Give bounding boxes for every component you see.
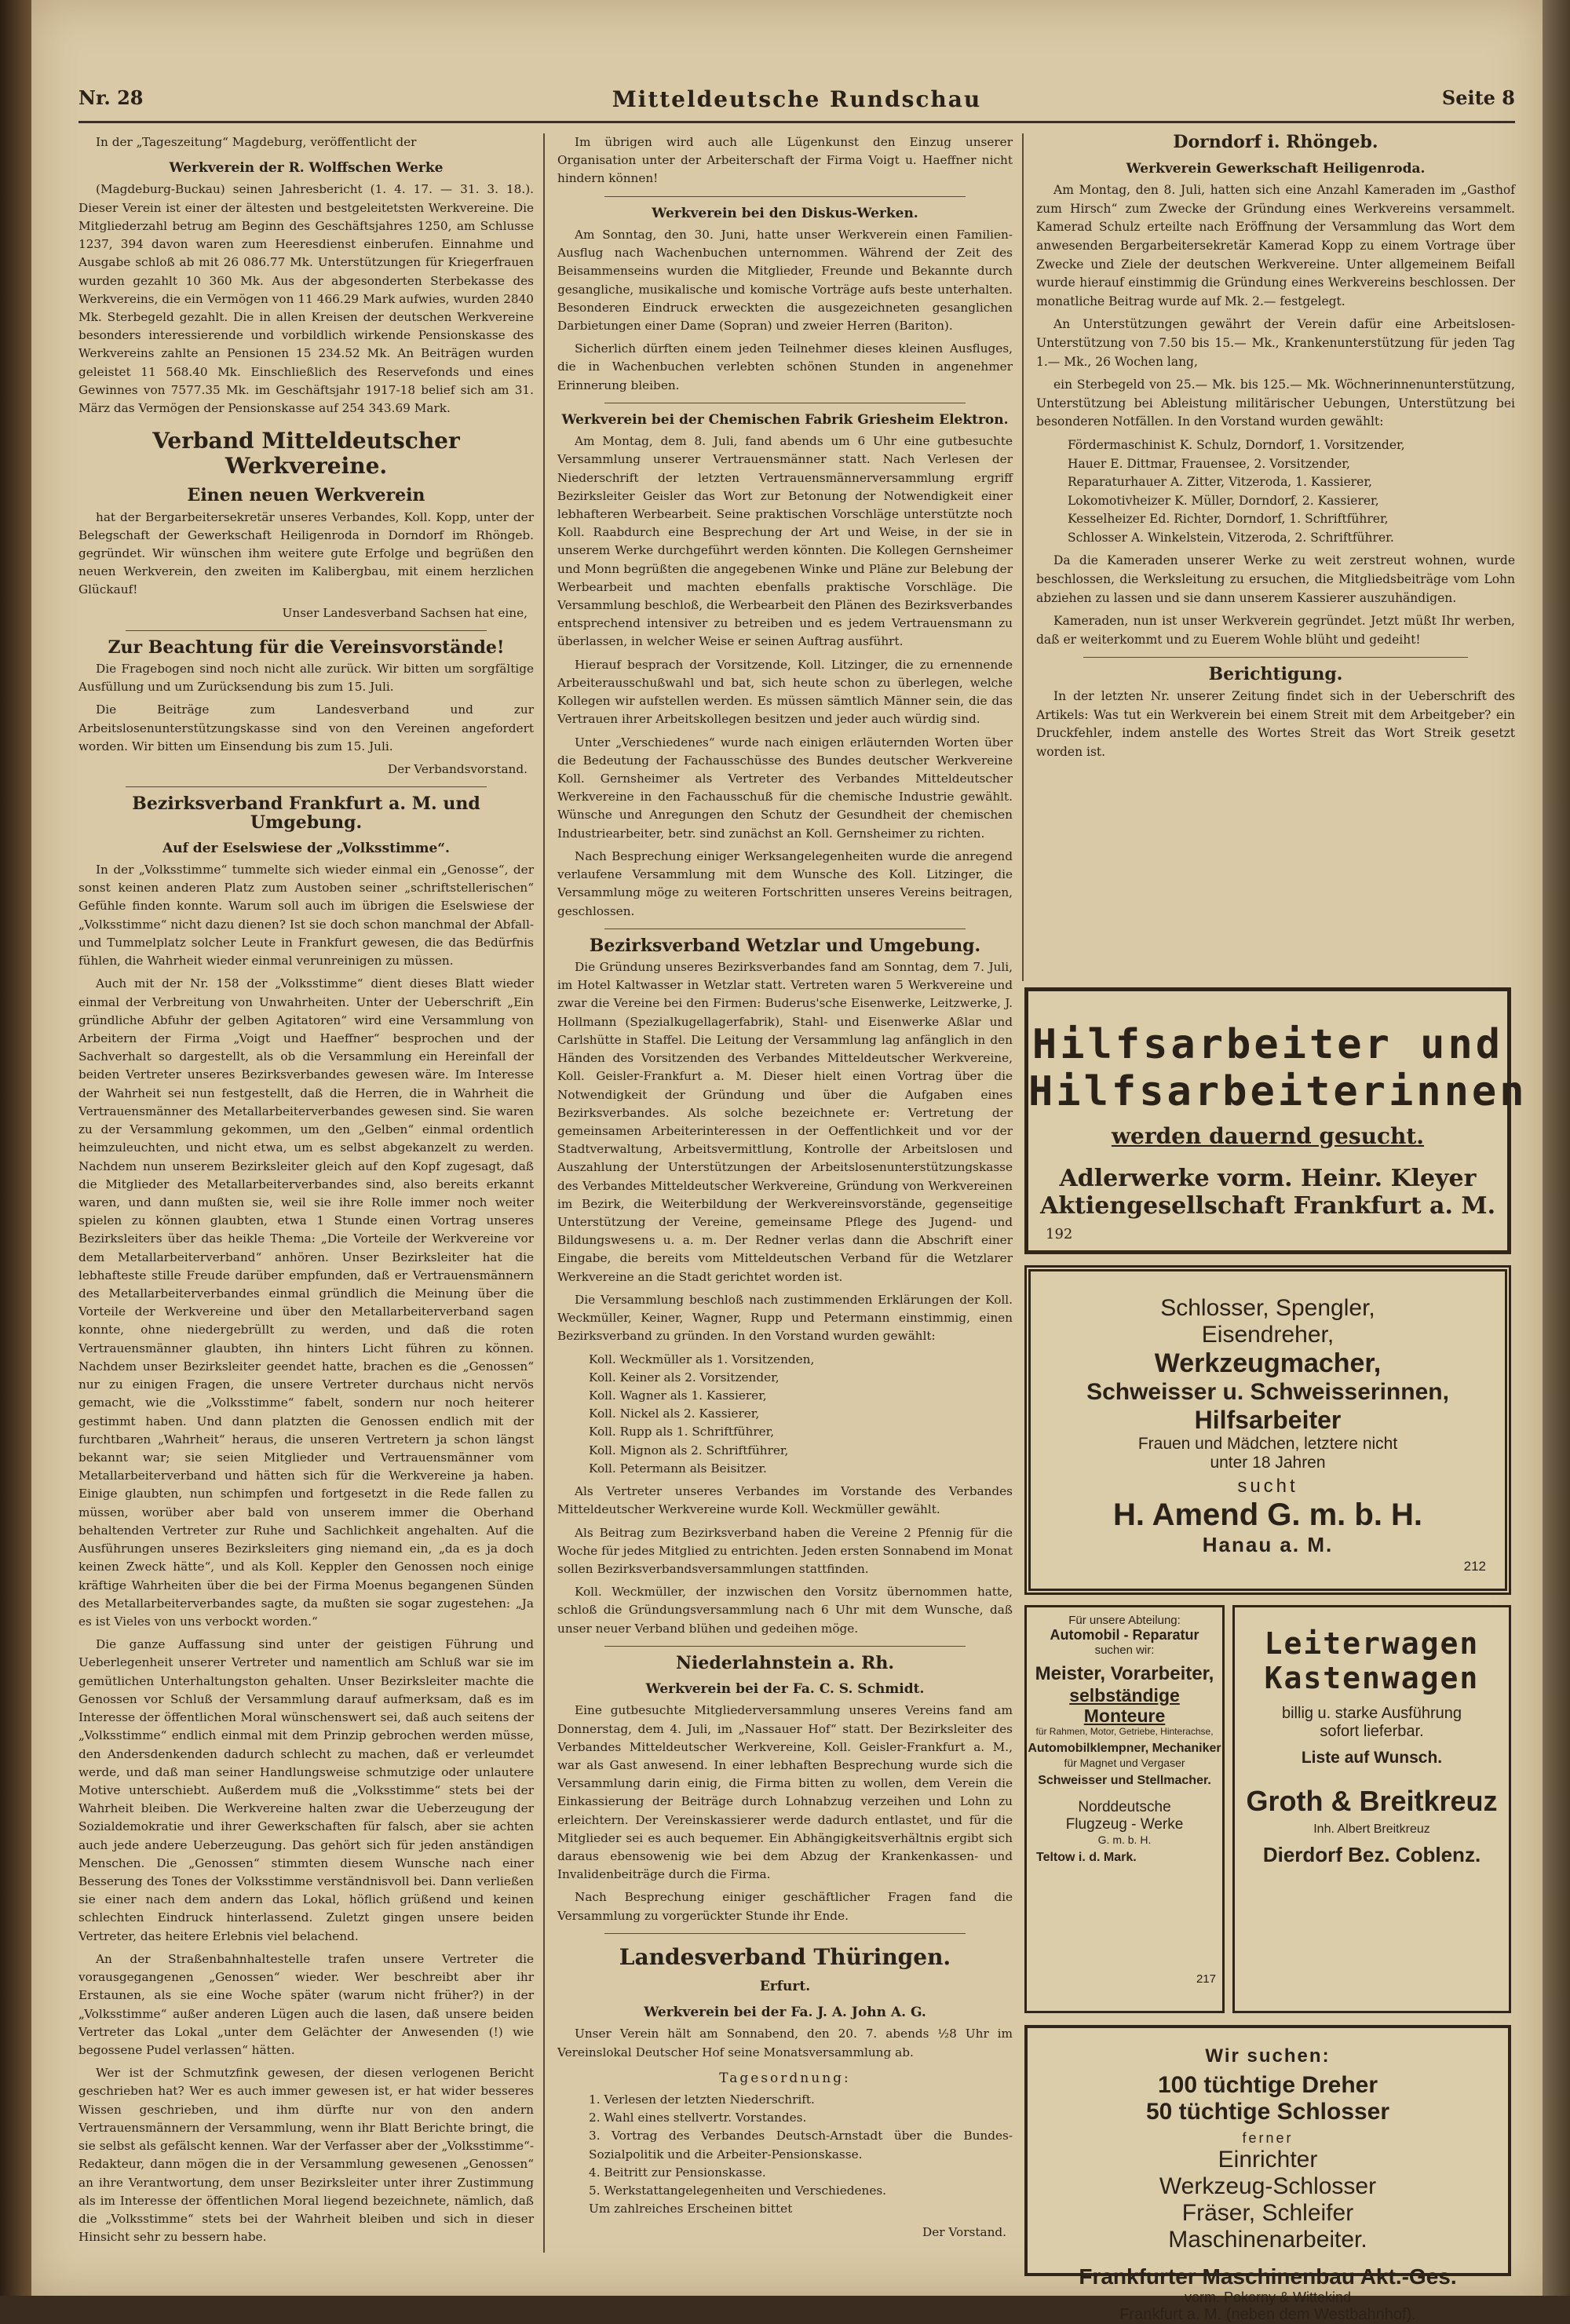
newspaper-page xyxy=(31,0,1543,2323)
advertisement-flugzeugwerke xyxy=(1024,1605,1225,2013)
section-heading: Landesverband Thüringen. xyxy=(619,1943,951,1970)
article-text: Eine gutbesuchte Mitgliederversammlung unseres Vereins fand am Donnerstag, dem 4. Juli, im „Nassauer Hof“ statt. Der Bezirksleiter des Verbandes Mitteldeutscher Werkvereine, Koll. Geisler-Frankfurt a. M., war als Gast anwesend. In einer lebhaften Besprechung wurde sich die Versammlung darin einig, die Firma bitten zu wollen, dem Verein die Einkassierung der Beiträge durch Lohnabzug verzeihen und Lohn zu erleichtern. Der Vereinskassierer werde dadurch entlastet, und für die Mitglieder sei es auch bequemer. Ein Abhängigkeitsverhältnis ergibt sich daraus ebensowenig wie bei dem Abzug der Krankenkassen- und Invalidenbeiträge durch die Firma. xyxy=(557,1703,1013,1882)
ad-city: Dierdorf Bez. Coblenz. xyxy=(1262,1843,1481,1866)
ad-line: Liste auf Wunsch. xyxy=(1301,1749,1443,1767)
list-item: 4. Beitritt zur Pensionskasse. xyxy=(589,2165,766,2180)
correction-heading: Berichtigung. xyxy=(1208,664,1343,685)
column-rule xyxy=(543,133,545,2253)
ad-line: vorm. Pokorny & Wittekind xyxy=(1184,2289,1352,2305)
ad-number: 217 xyxy=(1196,1972,1216,1986)
page-number: Seite 8 xyxy=(1441,86,1515,109)
article-text: Koll. Weckmüller, der inzwischen den Vorsitz übernommen hatte, schloß die Gründungsversammlung nach 6 Uhr mit dem Wunsche, daß unser neuer Verband blühen und gedeihen möge. xyxy=(557,1585,1013,1636)
ad-subline: werden dauernd gesucht. xyxy=(1111,1123,1425,1149)
list-item: 2. Wahl eines stellvertr. Vorstandes. xyxy=(589,2111,807,2125)
divider xyxy=(126,786,487,787)
ad-line: Schweisser u. Schweisserinnen, xyxy=(1086,1379,1449,1405)
list-item: Koll. Rupp als 1. Schriftführer, xyxy=(589,1425,775,1439)
ad-city: Teltow i. d. Mark. xyxy=(1036,1851,1137,1865)
ad-line: Einrichter xyxy=(1218,2147,1318,2173)
board-list xyxy=(589,1351,1013,1479)
article-heading: Werkverein bei den Diskus-Werken. xyxy=(652,205,918,221)
ad-line: Für unsere Abteilung: xyxy=(1068,1614,1181,1627)
article-text: Am Sonntag, den 30. Juni, hatte unser Werkverein einen Familien-Ausflug nach Wachenbuchen unternommen. Während der Zeit des Beisammenseins wurden die Mitglieder, Freunde und Bekannte durch gesangliche, musikalische und komische Vorträge aufs beste unterhalten. Besonderen Eindruck erweckten die ausgezeichneten gesanglichen Darbietungen einer Dame (Sopran) und zweier Herren (Bariton). xyxy=(557,227,1013,333)
ad-line: 50 tüchtige Schlosser xyxy=(1145,2099,1390,2125)
article-heading: Einen neuen Werkverein xyxy=(187,485,425,506)
agenda-heading: Tagesordnung: xyxy=(719,2070,851,2086)
book-spine xyxy=(1543,0,1570,2296)
article-text: ein Sterbegeld von 25.— Mk. bis 125.— Mk. Wöchnerinnenunterstützung, Unterstützung bei Ableistung militärischer Uebungen, Unterstützung bei besonderen Notfällen. In den Vorstand wurden gewählt: xyxy=(1036,378,1515,429)
ad-line: Schlosser, Spengler, xyxy=(1160,1295,1375,1321)
signature: Der Vorstand. xyxy=(922,2224,1006,2239)
advertisement-adlerwerke xyxy=(1024,987,1528,1254)
divider xyxy=(604,196,966,197)
article-text: Unter „Verschiedenes“ wurde nach einigen erläuternden Worten über die Bedeutung der Fachausschüsse des Bundes deutscher Werkvereine Koll. Gernsheimer als Vertreter des Verbandes Mitteldeutscher Werkvereine in den Fachausschuß für die chemische Industrie gewählt. Wünsche und Anregungen den Schutz der Gesundheit der chemischen Industriearbeiter, betr. sind zunächst an Koll. Gernsheimer zu richten. xyxy=(557,735,1013,841)
ad-line: Werkzeug-Schlosser xyxy=(1159,2173,1377,2199)
signature: Unser Landesverband Sachsen hat eine, xyxy=(282,605,528,620)
ad-line: ferner xyxy=(1242,2130,1294,2146)
notice-heading: Zur Beachtung für die Vereinsvorstände! xyxy=(108,637,505,658)
notice-text: Die Beiträge zum Landesverband und zur Arbeitslosenunterstützungskasse sind von den Vereinen angefordert worden. Wir bitten um Einsendung bis zum 15. Juli. xyxy=(78,702,534,753)
ad-line: selbständige Monteure xyxy=(1069,1684,1180,1727)
section-heading: Niederlahnstein a. Rh. xyxy=(675,1652,895,1673)
book-gutter xyxy=(0,0,31,2296)
column-2 xyxy=(557,133,1013,2248)
article-text: Die Gründung unseres Bezirksverbandes fand am Sonntag, dem 7. Juli, im Hotel Kaltwasser in Wetzlar statt. Vertreten waren 5 Werkvereine und zwar die Vereine bei den Firmen: Buderus'sche Eisenwerke, Leitzwerke, J. Hollmann (Spezialkugellagerfabrik), Stahl- und Eisenwerke Aßlar und Carlshütte in Staffel. Die Leitung der Versammlung lag anfänglich in den Händen des Vorsitzenden des Verbandes Mitteldeutscher Werkvereine, Koll. Geisler-Frankfurt a. M. Dieser hielt einen Vortrag über die Notwendigkeit der Gründung und über die Aufgaben eines Bezirksverbandes. Als solche bezeichnete er: Vertretung der gemeinsamen Arbeiterinteressen in der Oeffentlichkeit und vor der Stadtverwaltung, Arbeitsvermittlung, Kontrolle der Arbeitslosen und Auszahlung der Unterstützungen der Arbeitslosenunterstützungskasse des Verbandes Mitteldeutscher Werkvereine, Gründung von Werkvereinen im Bezirk, die Weiterbildung der Werkvereinsvorstände, gegenseitige Unterstützung der Vereine, gemeinsame Pflege des Jugend- und Bildungswesens u. a. m. Der Redner verlas dann die Abschrift einer Eingabe, die bereits vom Mitteldeutschen Verband für die Wetzlarer Werkvereine an die Stadt gerichtet worden ist. xyxy=(557,959,1013,1284)
column-rule xyxy=(1022,133,1024,981)
list-item: Koll. Weckmüller als 1. Vorsitzenden, xyxy=(589,1352,815,1366)
ad-company: Norddeutsche xyxy=(1078,1799,1171,1816)
ad-company: Groth & Breitkreuz xyxy=(1246,1785,1498,1817)
article-heading: Werkverein bei der Chemischen Fabrik Griesheim Elektron. xyxy=(561,411,1009,428)
list-item: Fördermaschinist K. Schulz, Dorndorf, 1. Vorsitzender, xyxy=(1068,437,1405,452)
ad-headline: Hilfsarbeiter und xyxy=(1031,1021,1504,1068)
ad-company: Adlerwerke vorm. Heinr. Kleyer xyxy=(1059,1165,1477,1192)
section-heading: Bezirksverband Frankfurt a. M. und Umgebung. xyxy=(132,794,480,833)
divider xyxy=(1083,657,1468,658)
article-heading: Werkverein der R. Wolffschen Werke xyxy=(169,160,444,177)
article-text: Nach Besprechung einiger Werksangelegenheiten wurde die anregend verlaufene Versammlung mit dem Wunsche des Koll. Litzinger, die Versammlung möge zu weiteren Fortschritten unseres Vereins beitragen, geschlossen. xyxy=(557,848,1013,918)
agenda-list xyxy=(589,2091,1013,2219)
ad-line: für Magnet und Vergaser xyxy=(1064,1756,1185,1769)
page-header xyxy=(78,86,1515,123)
section-heading: Dorndorf i. Rhöngeb. xyxy=(1173,132,1378,152)
list-item: Koll. Mignon als 2. Schriftführer, xyxy=(589,1443,789,1458)
ad-line: Schweisser und Stellmacher. xyxy=(1038,1773,1211,1787)
masthead-title: Mitteldeutsche Rundschau xyxy=(612,86,982,112)
article-text: Am Montag, den 8. Juli, hatten sich eine Anzahl Kameraden im „Gasthof zum Hirsch“ zum Zwecke der Gründung eines Werkvereins versammelt. Kamerad Schulz erteilte nach Eröffnung der Versammlung das Wort dem anwesenden Bergarbeitersekretär Kamerad Kopp zu einem Vortrage über Zwecke und Ziele der deutschen Werkvereine. Unter allgemeinem Beifall wurde hierauf einstimmig die Gründung eines Werkvereins beschlossen. Der monatliche Beitrag wurde auf Mk. 2.— festgelegt. xyxy=(1036,183,1515,308)
ad-headline: Hilfsarbeiterinnen xyxy=(1028,1068,1528,1115)
ad-line: sofort lieferbar. xyxy=(1320,1723,1424,1740)
ad-company: H. Amend G. m. b. H. xyxy=(1112,1498,1423,1532)
article-text: Nach Besprechung einiger geschäftlicher Fragen fand die Versammlung zu vorgerückter Stunde ihr Ende. xyxy=(557,1890,1013,1923)
ad-line: Automobil - Reparatur xyxy=(1050,1627,1199,1644)
ad-city: Hanau a. M. xyxy=(1202,1533,1334,1556)
article-heading: Werkverein Gewerkschaft Heiligenroda. xyxy=(1126,160,1426,177)
article-text: Hierauf besprach der Vorsitzende, Koll. Litzinger, die zu ernennende Arbeiterausschußwahl und bat, sich heute schon zu überlegen, welche Kollegen wir aufstellen werden. Es müssen sämtlich Männer sein, die das Vertrauen ihrer Arbeitskollegen besitzen und jeder auch würdig sind. xyxy=(557,657,1013,727)
list-item: Kesselheizer Ed. Richter, Dorndorf, 1. Schriftführer, xyxy=(1068,512,1389,527)
signature: Der Verbandsvorstand. xyxy=(387,762,528,777)
article-heading: Werkverein bei der Fa. C. S. Schmidt. xyxy=(645,1681,925,1698)
ad-line: suchen wir: xyxy=(1094,1643,1155,1657)
list-item: 5. Werkstattangelegenheiten und Verschiedenes. xyxy=(589,2184,887,2198)
ad-line: unter 18 Jahren xyxy=(1210,1454,1326,1472)
article-text: Die ganze Auffassung sind unter der geistigen Führung und Ueberlegenheit unserer Vertreter und namentlich am Schluß war sie im gemütlichen Unterhaltungston gehalten. Unser Bezirksleiter machte die Genossen vor Schluß der Versammlung darauf aufmerksam, daß es im Interesse der öffentlichen Moral wünschenswert sei, daß auch seitens der „Volksstimme“ endlich einmal mit dem Prinzip gebrochen werden müsse, den Andersdenkenden dadurch schlecht zu machen, daß er verleumdet werde, und daß man seiner Handlungsweise schmutzige oder unlautere Motive unterschiebt. Außerdem muß die „Volksstimme“ stets bei der Wahrheit bleiben. Die Werkvereine halten zwar die Ueberzeugung der Sozialdemokratie und ihrer Gewerkschaften für falsch, aber sie achten auch jede andere Ueberzeugung. Das gehört sich für jeden anständigen Menschen. Die „Genossen“ stimmten diesem Wunsche nach einer Besserung des Tones der Volksstimme verständnisvoll bei. Dann verließen sie einer nach dem andern das Lokal, höflich grüßend und keinen schlechten Eindruck hinterlassend. Zuletzt gingen unsere beiden Vertreter, das heitere Erlebnis viel belachend. xyxy=(78,1637,534,1943)
ad-line: Eisendreher, xyxy=(1201,1322,1334,1348)
article-text: Am Montag, dem 8. Juli, fand abends um 6 Uhr eine gutbesuchte Versammlung unserer Vertrauensmänner statt. Nach Verlesen der Niederschrift der letzten Vertrauensmännerversammlung ergriff Bezirksleiter Geisler das Wort zur Betonung der Notwendigkeit einer lebhafteren Werbearbeit. Seine praktischen Vorschläge unterstützte noch Koll. Raabdurch eine Besprechung der Art und Weise, in der sie in unserem Werke durchgeführt werden könnten. Die Kollegen Gernsheimer und Monn begrüßten die angegebenen Winke und Pläne zur Belebung der Werbearbeit und machten ebenfalls praktische Vorschläge. Die Versammlung beschloß, die Werbearbeit den Plänen des Bezirksverbandes entsprechend intensiver zu betreiben und es jedem Vertrauensmann zu überlassen, in welcher Weise er seinen Auftrag ausführt. xyxy=(557,434,1013,649)
list-item: Koll. Nickel als 2. Kassierer, xyxy=(589,1406,760,1421)
article-text: In der „Volksstimme“ tummelte sich wieder einmal ein „Genosse“, der sonst keinen anderen Platz zum Austoben seiner „schriftstellerischen“ Gefühle finden konnte. Warum soll auch im übrigen die Eselswiese der „Volksstimme“ nicht dazu dienen? Ist sie doch schon manchmal der Abfall- und Tummelplatz solcher Leute in Frankfurt gewesen, die das Bedürfnis fühlen, die Wahrheit wieder einmal verunreinigen zu müssen. xyxy=(78,863,534,969)
ad-number: 192 xyxy=(1046,1226,1073,1242)
city-heading: Erfurt. xyxy=(759,1978,811,1994)
article-text: An der Straßenbahnhaltestelle trafen unsere Vertreter die vorausgegangenen „Genossen“ wieder. Wer beschreibt aber ihr Erstaunen, als sie eine Woche später (warum nicht früher?) in der „Volksstimme“ außer anderen Lügen auch die lasen, daß unsere beiden Vertreter das Lokal „unter dem Gelächter der Anwesenden (!) wie begossene Pudel verlassen“ hätten. xyxy=(78,1951,534,2057)
article-text: Die Versammlung beschloß nach zustimmenden Erklärungen der Koll. Weckmüller, Keiner, Wagner, Rupp und Petermann einstimmig, einen Bezirksverband zu gründen. In den Vorstand wurden gewählt: xyxy=(557,1292,1013,1344)
ad-headline: Kastenwagen xyxy=(1264,1661,1480,1695)
article-text: Unser Verein hält am Sonnabend, den 20. 7. abends ½8 Uhr im Vereinslokal Deutscher Hof seine Monatsversammlung ab. xyxy=(557,2027,1013,2059)
article-heading: Auf der Eselswiese der „Volksstimme“. xyxy=(162,840,450,856)
advertisement-groth-breitkreuz xyxy=(1232,1605,1511,2013)
ad-owner: Inh. Albert Breitkreuz xyxy=(1313,1822,1430,1836)
ad-headline: Wir suchen: xyxy=(1205,2045,1331,2067)
article-text: Da die Kameraden unserer Werke zu weit zerstreut wohnen, wurde beschlossen, die Werksleitung zu ersuchen, die Mitgliedsbeiträge vom Lohn abziehen zu lassen und sie dann unserem Kassierer auszuhändigen. xyxy=(1036,553,1515,605)
list-item: Reparaturhauer A. Zitter, Vitzeroda, 1. Kassierer, xyxy=(1068,475,1372,490)
ad-line: Automobilklempner, Mechaniker xyxy=(1028,1742,1221,1756)
list-item: Hauer E. Dittmar, Frauensee, 2. Vorsitzender, xyxy=(1068,456,1350,471)
article-text: (Magdeburg-Buckau) seinen Jahresbericht (1. 4. 17. — 31. 3. 18.). Dieser Verein ist einer der ältesten und bestgeleitetsten Werkvereine. Die Mitgliederzahl betrug am Beginn des Geschäftsjahres 1250, am Schlusse 1237, 394 davon waren zum Heeresdienst einberufen. Einnahme und Ausgabe schloß ab mit 26 086.77 Mk. Unterstützungen für Kriegerfrauen wurden gezahlt 10 360 Mk. Aus der abgesonderten Sterbekasse des Werkvereins, die ein Vermögen von 11 466.29 Mark aufwies, wurden 2840 Mk. Sterbegeld gezahlt. Die in allen Kreisen der deutschen Werkvereine besonders interessierende und vorbildlich wirkende Pensionskasse des Werkvereins zahlte an Pensionen 15 234.52 Mk. An Beiträgen wurden geleistet 11 568.40 Mk. Einschließlich des Reservefonds und eines Gewinnes von 7577.35 Mk. im Geschäftsjahr 1917-18 belief sich am 31. März das Vermögen der Pensionskasse auf 254 343.69 Mark. xyxy=(78,182,534,416)
ad-company: Flugzeug - Werke xyxy=(1065,1816,1184,1833)
ad-line: Hilfsarbeiter xyxy=(1194,1406,1342,1434)
divider xyxy=(604,1646,966,1647)
article-intro: In der „Tageszeitung“ Magdeburg, veröffentlicht der xyxy=(96,135,417,149)
notice-text: Die Fragebogen sind noch nicht alle zurück. Wir bitten um sorgfältige Ausfüllung und um Zurücksendung bis zum 15. Juli. xyxy=(78,662,534,695)
article-text: Auch mit der Nr. 158 der „Volksstimme“ dient dieses Blatt wieder einmal der Verbreitung von Unwahrheiten. Unter der Ueberschrift „Ein gründliche Abfuhr der gelben Agitatoren“ wird eine Versammlung von Arbeitern der Firma „Voigt und Haeffner“ besprochen und der Sachverhalt so dargestellt, als ob die Versammlung ein Hereinfall der beiden Vertreter unseres Bezirksverbandes gewesen wäre. Im Interesse der Wahrheit sei nun festgestellt, daß die Herren, die in Wahrheit die Vertrauensmänner des Metallarbeiterverbandes gewesen sind. Sie waren zu der Versammlung gekommen, um den „Gelben“ einmal ordentlich heimzuleuchten, und nicht etwa, um es selbst abgekanzelt zu werden. Nachdem nun unserem Bezirksleiter gleich auf den Kopf zugesagt, daß die Mitglieder des Metallarbeiterverbandes sind, also bereits erkannt waren, und dann mußten sie, weil sie ihre Rolle immer noch weiter spielen zu können glaubten, etwa 1 Stunde einen Vortrag unseres Bezirksleiters über das heikle Thema: „Die Vorteile der Werkvereine vor dem Metallarbeiterverband“ anhören. Unser Bezirksleiter hat die lebhafteste stille Freude darüber empfunden, daß er Vertrauensmännern des Metallarbeiterverbandes einmal gründlich die Meinung über die Vorteile der Werkvereine und über den Metallarbeiterverband sagen konnte, ohne niedergebrüllt zu werden, und daß die roten Vertrauensmänner glaubten, ihn hinters Licht führen zu können. Nachdem unser Bezirksleiter geendet hatte, brachen es die „Genossen“ nur zu einigen Fragen, die unsere Vertreter durchaus nicht nervös gemacht, wie die „Volksstimme“ fabelt, sondern nur noch heiterer gestimmt haben. Und dann platzten die Genossen endlich mit der furchtbaren „Wahrheit“ heraus, die unseren Vertretern ja schon längst bekannt war; sie seien Mitglieder und Vertrauensmänner vom Metallarbeiterverband und hätten sich für die Werkvereine ja haben. Einige glaubten, nun schimpfen und fortgesetzt in die Rede fallen zu müssen, worüber aber bald von unserem immer die Oberhand behaltenden Vertreter zur Ruhe und Sachlichkeit angehalten. Auf die Ausführungen unseres Bezirksleiters ging niemand ein, „da es ja doch keinen Zweck hätte“, und als Koll. Keppler den Genossen noch einige kräftige Wahrheiten über die bei der Firma Moenus begangenen Sünden des Metallarbeiterverbandes sagte, da mußten sie sogar zugestehen: „Ja es ist Vieles von uns verbockt worden.“ xyxy=(78,976,534,1629)
advertisement-frankfurter-maschinenbau xyxy=(1024,2025,1511,2323)
advertisement-amend xyxy=(1024,1265,1511,1595)
section-heading: Verband Mitteldeutscher Werkvereine. xyxy=(152,428,460,480)
divider xyxy=(126,630,487,631)
list-item: Schlosser A. Winkelstein, Vitzeroda, 2. Schriftführer. xyxy=(1068,530,1394,545)
ad-line: 100 tüchtige Dreher xyxy=(1157,2072,1378,2098)
ad-company: Frankfurter Maschinenbau Akt.-Ges. xyxy=(1079,2264,1457,2289)
article-heading: Werkverein bei der Fa. J. A. John A. G. xyxy=(644,2005,926,2021)
list-item: Koll. Petermann als Beisitzer. xyxy=(589,1461,767,1476)
section-heading: Bezirksverband Wetzlar und Umgebung. xyxy=(589,935,981,956)
list-item: Um zahlreiches Erscheinen bittet xyxy=(589,2202,793,2216)
list-item: Lokomotivheizer K. Müller, Dorndorf, 2. Kassierer, xyxy=(1068,493,1379,508)
article-text: hat der Bergarbeitersekretär unseres Verbandes, Koll. Kopp, unter der Belegschaft der Gewerkschaft Heiligenroda in Dorndorf im Rhöngeb. gegründet. Wir wünschen ihm weitere gute Erfolge und begrüßen den neuen Werkverein, den zweiten im Kalibergbau, mit einem herzlichen Glückauf! xyxy=(78,509,534,597)
board-list xyxy=(1068,436,1515,548)
ad-line: Werkzeugmacher, xyxy=(1154,1348,1382,1378)
column-3 xyxy=(1036,133,1515,766)
article-text: Als Beitrag zum Bezirksverband haben die Vereine 2 Pfennig für die Woche für jedes Mitglied zu entrichten. Jeden ersten Sonnabend im Monat sollen Bezirksverbandsversammlungen stattfinden. xyxy=(557,1525,1013,1576)
ad-line: Fräser, Schleifer xyxy=(1181,2200,1354,2226)
column-1 xyxy=(78,133,534,2251)
article-text: Wer ist der Schmutzfink gewesen, der diesen verlogenen Bericht geschrieben hat? Wer es auch immer gewesen ist, er hat wider besseres Wissen geschrieben, und ihm dürfte nur von den andern Vertrauensmännern der Versammlung, wenn ihr Blatt Berichte bringt, die sie selbst als gefälscht kennen. War der Verfasser aber der „Volksstimme“-Redakteur, dann mögen die in der Versammlung gewesenen „Genossen“ an ihre Verantwortung, dem unser Bezirksleiter unter ihrer Zustimmung als im Interesse der öffentlichen Moral liegend bezeichnete, nämlich, daß die „Volksstimme“ stets bei der Wahrheit bleiben und sich in dieser Hinsicht sehr zu bessern habe. xyxy=(78,2066,534,2245)
ad-line: billig u. starke Ausführung xyxy=(1281,1705,1462,1722)
ad-city: Frankfurt a. M. (neben dem Westbahnhof). xyxy=(1119,2306,1416,2323)
article-text: Im übrigen wird auch alle Lügenkunst den Einzug unserer Organisation unter der Arbeiterschaft der Firma Voigt u. Haeffner nicht hindern können! xyxy=(557,135,1013,186)
article-text: An Unterstützungen gewährt der Verein dafür eine Arbeitslosen-Unterstützung von 7.50 bis 15.— Mk., Krankenunterstützung für jeden Tag 1.— Mk., 26 Wochen lang, xyxy=(1036,317,1515,369)
article-text: Kameraden, nun ist unser Werkverein gegründet. Jetzt müßt Ihr werben, daß er weiterkommt und zu Euerem Wohle blüht und gedeiht! xyxy=(1036,614,1515,647)
issue-number: Nr. 28 xyxy=(78,86,144,109)
ad-line: Frauen und Mädchen, letztere nicht xyxy=(1137,1435,1398,1453)
ad-company: G. m. b. H. xyxy=(1097,1833,1152,1847)
ad-line: für Rahmen, Motor, Getriebe, Hinterachse, xyxy=(1035,1725,1214,1737)
list-item: 3. Vortrag des Verbandes Deutsch-Arnstadt über die Bundes-Sozialpolitik und die Arbeiter-Pensionskasse. xyxy=(589,2129,1013,2162)
correction-text: In der letzten Nr. unserer Zeitung findet sich in der Ueberschrift des Artikels: Was tut ein Werkverein bei einem Streit mit dem Arbeitgeber? ein Druckfehler, indem anstelle des Wortes Streit das Wort Streik gesetzt worden ist. xyxy=(1036,689,1515,759)
list-item: Koll. Keiner als 2. Vorsitzender, xyxy=(589,1370,780,1385)
ad-line: sucht xyxy=(1237,1476,1298,1497)
ad-company: Aktiengesellschaft Frankfurt a. M. xyxy=(1039,1192,1496,1220)
article-text: Als Vertreter unseres Verbandes im Vorstande des Verbandes Mitteldeutscher Werkvereine wurde Koll. Weckmüller gewählt. xyxy=(557,1484,1013,1517)
divider xyxy=(604,1933,966,1934)
list-item: Koll. Wagner als 1. Kassierer, xyxy=(589,1388,767,1403)
ad-line: Meister, Vorarbeiter, xyxy=(1035,1663,1214,1685)
ad-headline: Leiterwagen xyxy=(1264,1626,1480,1661)
list-item: 1. Verlesen der letzten Niederschrift. xyxy=(589,2092,815,2107)
ad-number: 212 xyxy=(1463,1559,1486,1574)
article-text: Sicherlich dürften einem jeden Teilnehmer dieses kleinen Ausfluges, die in Wachenbuchen verlebten schönen Stunden in angenehmer Erinnerung bleiben. xyxy=(557,341,1013,392)
ad-line: Maschinenarbeiter. xyxy=(1168,2227,1367,2253)
